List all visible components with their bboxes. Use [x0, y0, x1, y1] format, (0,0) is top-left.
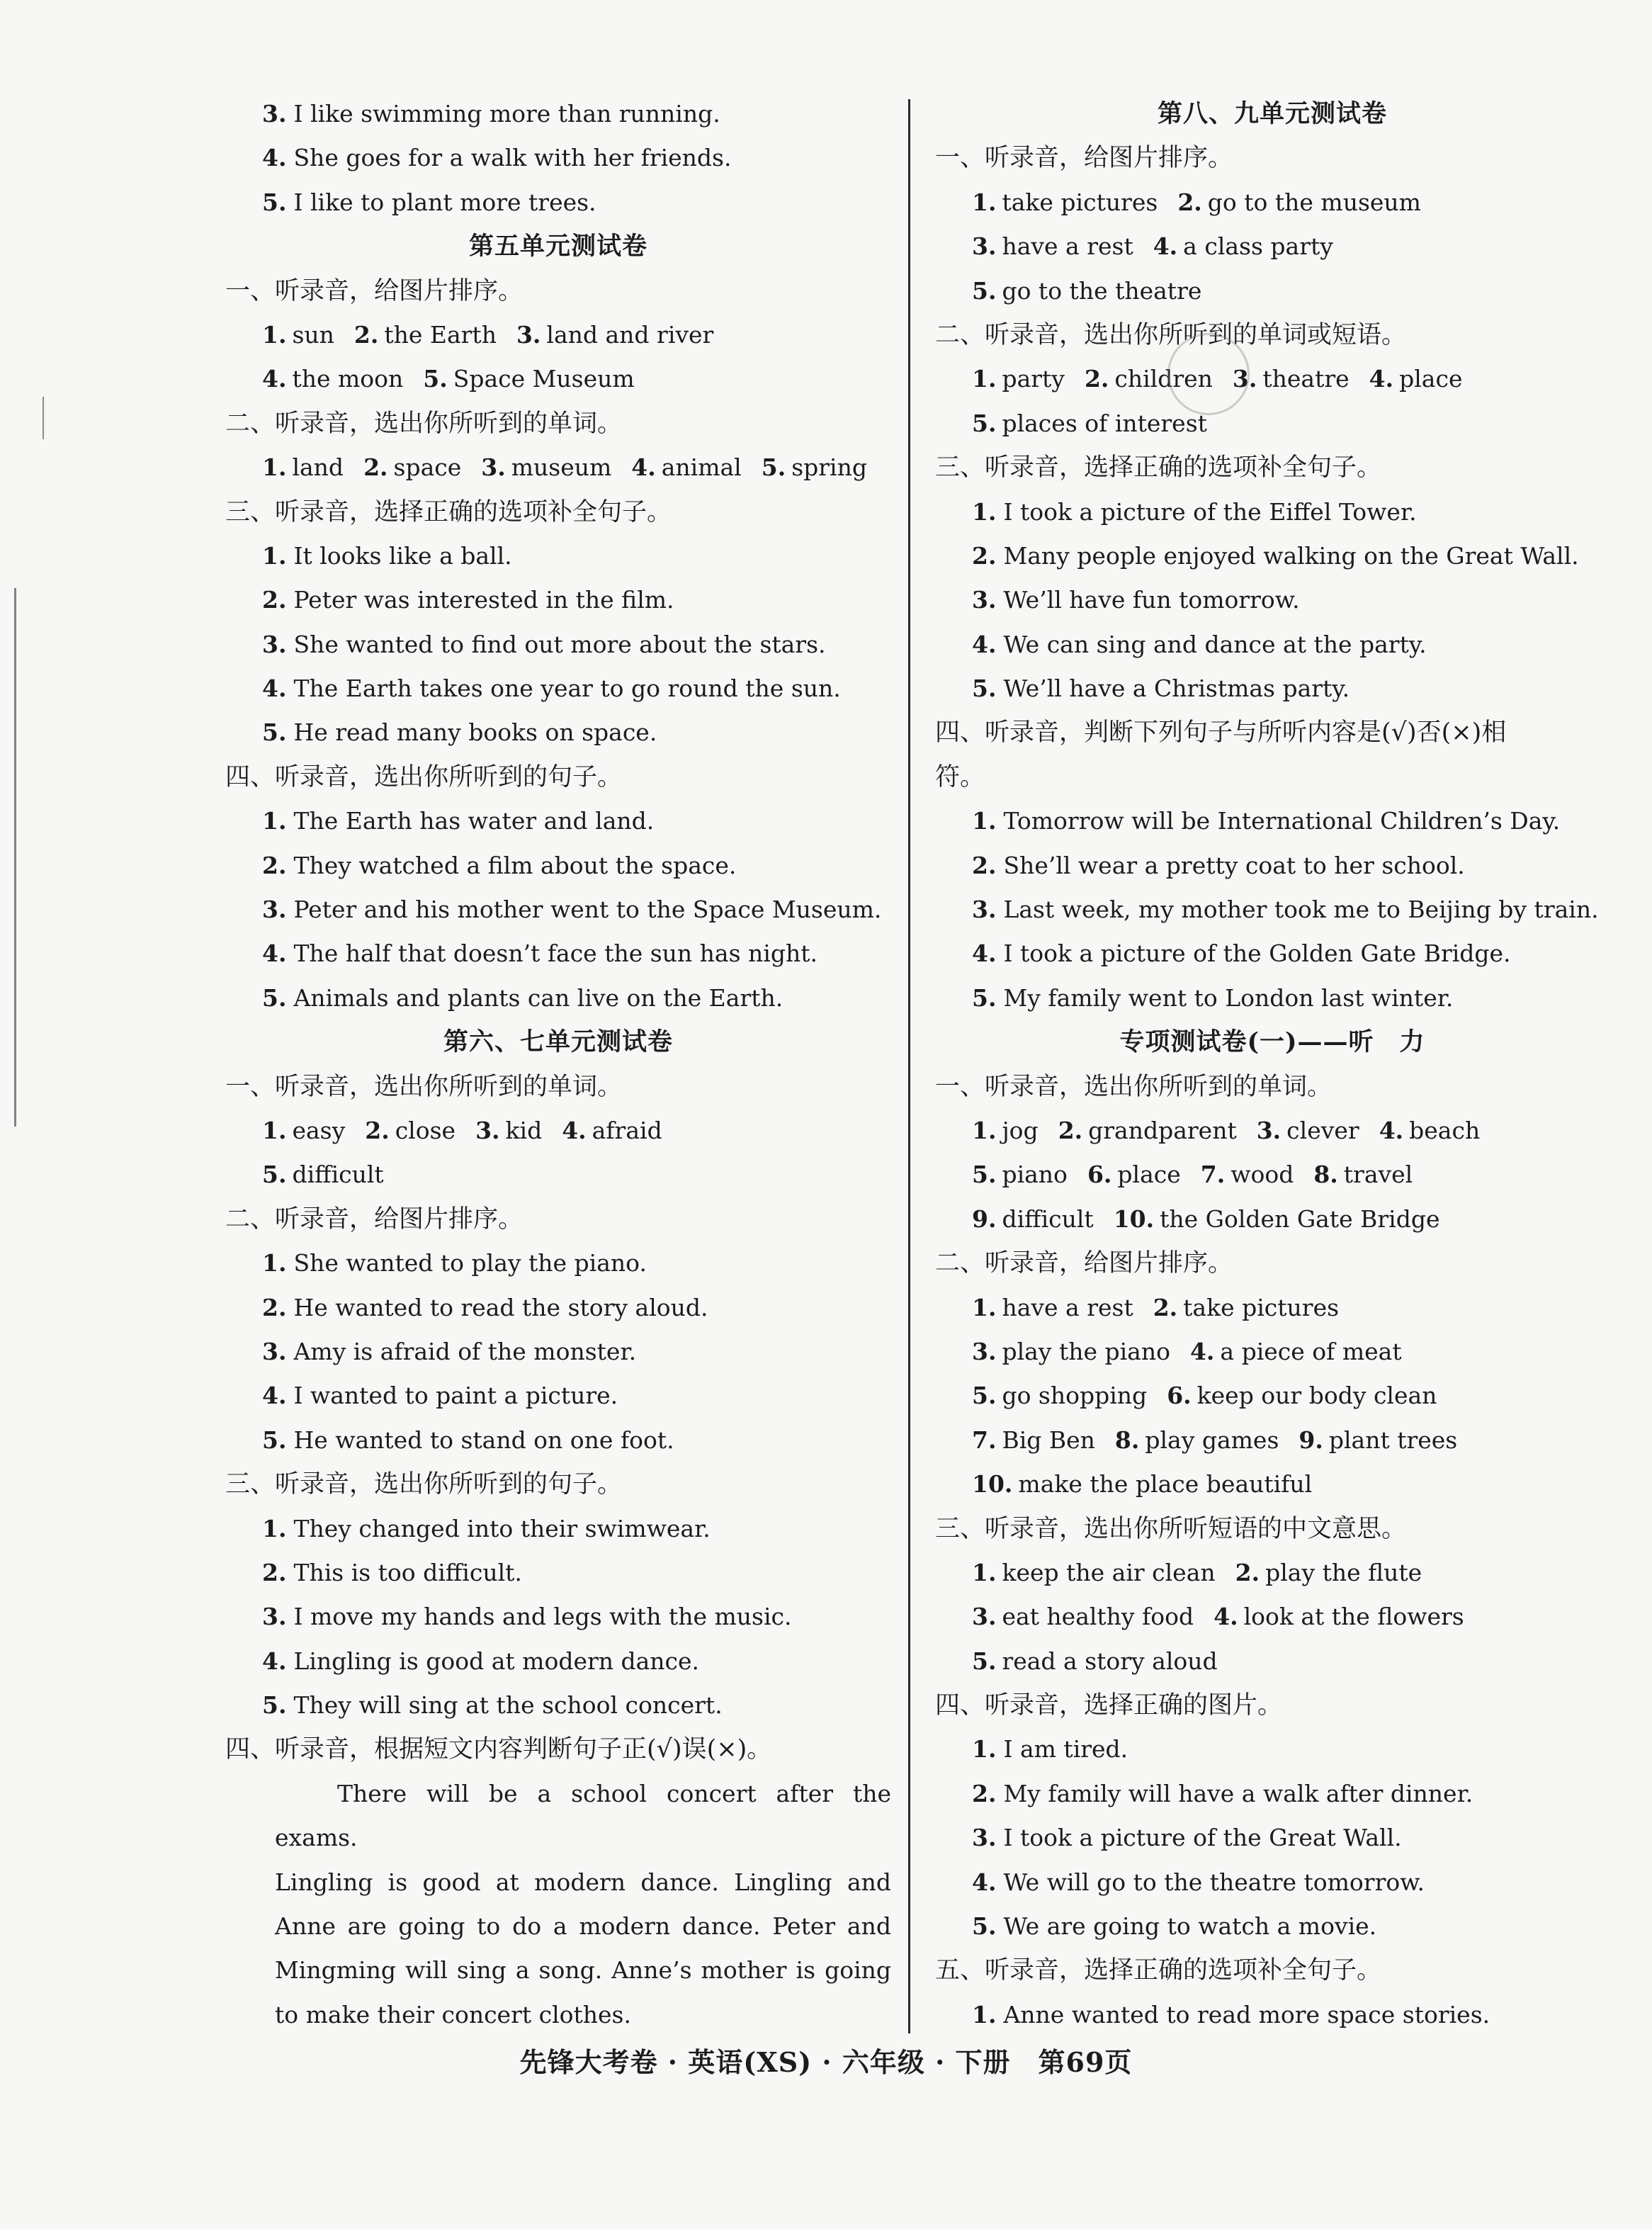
- item-number: 1.: [262, 541, 287, 570]
- answer-item: [225, 888, 891, 932]
- item-text: the Earth: [384, 320, 497, 349]
- item-text: Big Ben: [1002, 1426, 1095, 1454]
- answer-item: [225, 1418, 891, 1462]
- answer-item: [935, 1816, 1609, 1860]
- item-number: 4.: [262, 675, 287, 703]
- item-text: go to the theatre: [1002, 276, 1202, 305]
- item-text: kid: [505, 1116, 543, 1144]
- item-number: 1.: [972, 1293, 997, 1321]
- item-text: We can sing and dance at the party.: [1003, 630, 1427, 658]
- item-number: 2.: [365, 1116, 390, 1144]
- answer-item: [935, 490, 1609, 534]
- item-number: 9.: [972, 1204, 997, 1233]
- item-number: 4.: [1189, 1337, 1215, 1365]
- item-text: I move my hands and legs with the music.: [293, 1603, 792, 1631]
- item-text: He read many books on space.: [293, 718, 657, 747]
- item-text: go shopping: [1002, 1382, 1148, 1410]
- item-number: 3.: [262, 1603, 287, 1631]
- item-number: 3.: [262, 896, 287, 924]
- item-number: 3.: [262, 630, 287, 658]
- answer-item: [225, 1286, 891, 1330]
- item-text: the Golden Gate Bridge: [1160, 1204, 1440, 1233]
- section-heading: 三、听录音，选出你所听到的句子。: [225, 1470, 623, 1499]
- answer-item: [225, 1374, 891, 1418]
- item-text: The half that doesn’t face the sun has night.: [293, 939, 817, 968]
- answer-item: [935, 888, 1609, 932]
- section-heading: 一、听录音，选出你所听到的单词。: [225, 1072, 623, 1101]
- item-text: have a rest: [1002, 232, 1133, 261]
- answer-row: [935, 1595, 1609, 1639]
- item-text: museum: [511, 453, 612, 482]
- item-number: 7.: [1200, 1161, 1226, 1189]
- item-text: He wanted to read the story aloud.: [293, 1293, 708, 1321]
- answer-item: [225, 181, 891, 225]
- item-number: 4.: [1369, 365, 1394, 393]
- item-number: 4.: [972, 1868, 997, 1896]
- item-number: 10.: [1113, 1204, 1155, 1233]
- item-text: He wanted to stand on one foot.: [293, 1426, 674, 1454]
- item-number: 1.: [262, 807, 287, 835]
- answer-row: [935, 357, 1609, 401]
- item-text: My family will have a walk after dinner.: [1003, 1779, 1473, 1807]
- item-text: The Earth has water and land.: [293, 807, 655, 835]
- item-text: She wanted to find out more about the stars.: [293, 630, 826, 658]
- section-heading: 一、听录音，给图片排序。: [225, 276, 524, 305]
- section-heading: 三、听录音，选择正确的选项补全句子。: [225, 497, 672, 526]
- item-number: 4.: [972, 630, 997, 658]
- item-number: 3.: [972, 1337, 997, 1365]
- item-number: 1.: [262, 1116, 287, 1144]
- item-text: place: [1399, 365, 1463, 393]
- item-number: 1.: [972, 1116, 997, 1144]
- item-text: She wanted to play the piano.: [293, 1249, 647, 1277]
- answer-row: [935, 1418, 1609, 1462]
- item-text: I wanted to paint a picture.: [293, 1382, 618, 1410]
- item-text: Anne wanted to read more space stories.: [1003, 2000, 1490, 2028]
- item-text: sun: [292, 320, 334, 349]
- answer-item: [225, 1507, 891, 1551]
- item-number: 3.: [481, 453, 506, 482]
- item-number: 1.: [262, 453, 287, 482]
- item-number: 1.: [972, 1558, 997, 1586]
- answer-item: [935, 976, 1609, 1020]
- section-heading: 四、听录音，选出你所听到的句子。: [225, 762, 623, 791]
- item-number: 1.: [262, 320, 287, 349]
- item-number: 1.: [972, 365, 997, 393]
- answer-item: [935, 799, 1609, 843]
- item-number: 4.: [262, 1647, 287, 1675]
- item-text: We will go to the theatre tomorrow.: [1003, 1868, 1425, 1896]
- item-text: afraid: [592, 1116, 662, 1144]
- item-number: 4.: [562, 1116, 587, 1144]
- section-heading: 三、听录音，选择正确的选项补全句子。: [935, 453, 1382, 483]
- item-number: 3.: [1256, 1116, 1282, 1144]
- item-number: 4.: [262, 939, 287, 968]
- answer-row: [935, 402, 1609, 446]
- unit-title: 第五单元测试卷: [468, 232, 647, 261]
- item-number: 9.: [1299, 1426, 1323, 1454]
- item-text: play the flute: [1265, 1558, 1422, 1586]
- item-number: 2.: [1084, 365, 1109, 393]
- answer-row: [935, 181, 1609, 225]
- item-number: 8.: [1313, 1161, 1338, 1189]
- answer-item: [225, 976, 891, 1020]
- answer-row: [225, 1153, 891, 1197]
- item-text: plant trees: [1328, 1426, 1458, 1454]
- item-number: 2.: [1058, 1116, 1083, 1144]
- answer-item: [225, 1241, 891, 1285]
- section-heading: 四、听录音，选择正确的图片。: [935, 1691, 1283, 1720]
- item-text: look at the flowers: [1243, 1603, 1464, 1631]
- item-text: Last week, my mother took me to Beijing by train.: [1003, 896, 1599, 924]
- item-number: 5.: [262, 718, 287, 747]
- item-text: She goes for a walk with her friends.: [293, 144, 732, 172]
- unit-title: 第八、九单元测试卷: [1157, 99, 1387, 128]
- item-text: keep our body clean: [1196, 1382, 1437, 1410]
- item-text: I like swimming more than running.: [293, 100, 720, 128]
- item-text: It looks like a ball.: [293, 541, 512, 570]
- item-number: 7.: [972, 1426, 997, 1454]
- item-number: 4.: [972, 939, 997, 968]
- item-number: 4.: [262, 144, 287, 172]
- section-heading: 一、听录音，给图片排序。: [935, 144, 1233, 173]
- answer-item: [225, 844, 891, 888]
- item-text: take pictures: [1183, 1293, 1340, 1321]
- item-number: 3.: [262, 1337, 287, 1365]
- answer-row: [935, 1153, 1609, 1197]
- item-number: 2.: [353, 320, 379, 349]
- item-text: party: [1002, 365, 1065, 393]
- item-number: 3.: [972, 1824, 997, 1852]
- item-text: easy: [292, 1116, 346, 1144]
- answer-item: [225, 1683, 891, 1727]
- item-number: 2.: [363, 453, 388, 482]
- item-number: 3.: [972, 1603, 997, 1631]
- answer-row: [935, 1462, 1609, 1506]
- item-number: 3.: [516, 320, 541, 349]
- item-number: 5.: [972, 983, 997, 1012]
- item-number: 2.: [972, 541, 997, 570]
- item-number: 5.: [972, 276, 997, 305]
- item-text: They will sing at the school concert.: [293, 1691, 723, 1720]
- item-text: We’ll have a Christmas party.: [1003, 675, 1350, 703]
- item-number: 2.: [1177, 188, 1202, 216]
- item-text: go to the museum: [1207, 188, 1421, 216]
- section-heading: 二、听录音，给图片排序。: [225, 1204, 524, 1234]
- answer-item: [935, 1904, 1609, 1948]
- answer-row: [935, 1330, 1609, 1374]
- section-heading: 二、听录音，选出你所听到的单词。: [225, 409, 623, 438]
- answer-item: [225, 1551, 891, 1595]
- item-text: We are going to watch a movie.: [1003, 1912, 1377, 1941]
- item-number: 10.: [972, 1470, 1013, 1499]
- item-number: 5.: [972, 1647, 997, 1675]
- item-text: have a rest: [1002, 1293, 1133, 1321]
- item-text: the moon: [292, 365, 404, 393]
- item-text: I took a picture of the Golden Gate Bridge.: [1003, 939, 1511, 968]
- answer-item: [225, 1640, 891, 1683]
- left-column: [225, 92, 891, 2037]
- item-number: 6.: [1167, 1382, 1192, 1410]
- answer-item: [225, 136, 891, 180]
- section-heading: 四、听录音，根据短文内容判断句子正(√)误(×)。: [225, 1735, 772, 1764]
- item-text: difficult: [1002, 1204, 1094, 1233]
- item-number: 2.: [262, 1558, 287, 1586]
- item-text: Amy is afraid of the monster.: [293, 1337, 637, 1365]
- answer-item: [935, 623, 1609, 667]
- item-number: 2.: [972, 1779, 997, 1807]
- item-text: grandparent: [1088, 1116, 1237, 1144]
- item-number: 3.: [475, 1116, 500, 1144]
- item-number: 1.: [972, 807, 997, 835]
- item-text: She’ll wear a pretty coat to her school.: [1003, 851, 1465, 879]
- item-text: beach: [1409, 1116, 1481, 1144]
- item-number: 3.: [262, 100, 287, 128]
- item-number: 6.: [1087, 1161, 1112, 1189]
- item-number: 2.: [262, 851, 287, 879]
- section-heading: 二、听录音，选出你所听到的单词或短语。: [935, 320, 1407, 349]
- item-text: children: [1114, 365, 1213, 393]
- answer-row: [935, 1109, 1609, 1153]
- item-number: 5.: [972, 675, 997, 703]
- item-text: The Earth takes one year to go round the sun.: [293, 675, 841, 703]
- answer-item: [225, 623, 891, 667]
- item-number: 3.: [972, 232, 997, 261]
- item-text: I am tired.: [1003, 1735, 1128, 1764]
- answer-row: [225, 313, 891, 357]
- item-text: Animals and plants can live on the Earth.: [293, 983, 783, 1012]
- item-number: 1.: [972, 1735, 997, 1764]
- right-column: [935, 92, 1609, 2037]
- item-text: Peter was interested in the film.: [293, 586, 674, 614]
- item-number: 2.: [262, 586, 287, 614]
- item-number: 2.: [972, 851, 997, 879]
- item-text: piano: [1002, 1161, 1068, 1189]
- item-text: I took a picture of the Great Wall.: [1003, 1824, 1402, 1852]
- item-text: I like to plant more trees.: [293, 188, 596, 216]
- item-number: 5.: [262, 983, 287, 1012]
- answer-item: [935, 844, 1609, 888]
- answer-row: [225, 1109, 891, 1153]
- answer-row: [225, 357, 891, 401]
- answer-item: [225, 932, 891, 976]
- item-text: place: [1117, 1161, 1181, 1189]
- item-text: I took a picture of the Eiffel Tower.: [1003, 497, 1417, 526]
- answer-row: [935, 269, 1609, 313]
- scan-edge-mark: [43, 397, 44, 439]
- item-text: land and river: [546, 320, 714, 349]
- item-text: We’ll have fun tomorrow.: [1003, 586, 1300, 614]
- item-text: play games: [1145, 1426, 1279, 1454]
- item-number: 1.: [262, 1249, 287, 1277]
- item-number: 5.: [262, 1691, 287, 1720]
- item-text: This is too difficult.: [293, 1558, 522, 1586]
- answer-item: [225, 711, 891, 755]
- item-text: Tomorrow will be International Children’s Day.: [1003, 807, 1561, 835]
- answer-item: [225, 578, 891, 622]
- item-number: 4.: [262, 365, 287, 393]
- item-number: 2.: [262, 1293, 287, 1321]
- answer-item: [935, 1772, 1609, 1816]
- item-number: 1.: [972, 188, 997, 216]
- item-number: 4.: [1153, 232, 1178, 261]
- item-text: spring: [791, 453, 867, 482]
- item-number: 5.: [761, 453, 786, 482]
- answer-item: [935, 578, 1609, 622]
- item-number: 3.: [972, 586, 997, 614]
- unit-title: 专项测试卷(一)——听 力: [1119, 1027, 1425, 1057]
- unit-title: 第六、七单元测试卷: [443, 1027, 673, 1057]
- item-number: 3.: [972, 896, 997, 924]
- item-text: space: [393, 453, 462, 482]
- item-number: 5.: [262, 1426, 287, 1454]
- item-text: keep the air clean: [1002, 1558, 1216, 1586]
- item-number: 5.: [262, 188, 287, 216]
- item-text: close: [395, 1116, 456, 1144]
- item-number: 2.: [1153, 1293, 1178, 1321]
- answer-item: [225, 1330, 891, 1374]
- item-text: difficult: [292, 1161, 384, 1189]
- section-heading: 五、听录音，选择正确的选项补全句子。: [935, 1956, 1382, 1985]
- item-text: My family went to London last winter.: [1003, 983, 1454, 1012]
- item-text: They watched a film about the space.: [293, 851, 737, 879]
- item-text: make the place beautiful: [1018, 1470, 1313, 1499]
- item-number: 5.: [262, 1161, 287, 1189]
- answer-item: [935, 932, 1609, 976]
- item-text: play the piano: [1002, 1337, 1170, 1365]
- item-text: theatre: [1262, 365, 1350, 393]
- passage-first-line: There will be a school concert after the exams.: [275, 1779, 891, 1852]
- item-text: a class party: [1183, 232, 1333, 261]
- answer-item: [935, 667, 1609, 711]
- item-number: 2.: [1235, 1558, 1260, 1586]
- item-number: 1.: [972, 497, 997, 526]
- answer-item: [935, 1861, 1609, 1904]
- item-number: 4.: [631, 453, 656, 482]
- answer-row: [935, 1551, 1609, 1595]
- answer-item: [225, 1595, 891, 1639]
- page-footer: 先锋大考卷 · 英语(XS) · 六年级 · 下册 第69页: [519, 2046, 1133, 2078]
- item-text: clever: [1286, 1116, 1359, 1144]
- item-number: 5.: [423, 365, 448, 393]
- item-number: 1.: [972, 2000, 997, 2028]
- item-text: Lingling is good at modern dance.: [293, 1647, 700, 1675]
- answer-item: [225, 92, 891, 136]
- item-number: 3.: [1232, 365, 1257, 393]
- answer-item: [935, 1993, 1609, 2037]
- item-text: animal: [661, 453, 742, 482]
- item-number: 5.: [972, 409, 997, 437]
- item-text: travel: [1343, 1161, 1413, 1189]
- column-divider: [908, 99, 910, 2033]
- section-heading: 二、听录音，给图片排序。: [935, 1249, 1233, 1278]
- item-number: 5.: [972, 1912, 997, 1941]
- item-number: 1.: [262, 1514, 287, 1542]
- item-text: take pictures: [1002, 188, 1158, 216]
- scan-edge-mark: [14, 588, 16, 1127]
- section-heading: 四、听录音，判断下列句子与所听内容是(√)否(×)相: [935, 718, 1507, 747]
- passage-body: Lingling is good at modern dance. Lingling and Anne are going to do a modern dance. Peter and Mingming will sing a song. Anne’s mother is going to make their concert clothes.: [275, 1868, 891, 2028]
- item-number: 4.: [262, 1382, 287, 1410]
- item-text: eat healthy food: [1002, 1603, 1194, 1631]
- answer-row: [935, 1374, 1609, 1418]
- item-number: 8.: [1114, 1426, 1140, 1454]
- answer-item: [225, 667, 891, 711]
- item-number: 5.: [972, 1161, 997, 1189]
- section-heading: 符。: [935, 762, 985, 791]
- item-text: wood: [1230, 1161, 1294, 1189]
- item-text: a piece of meat: [1220, 1337, 1402, 1365]
- answer-row: [935, 1640, 1609, 1683]
- item-number: 4.: [1213, 1603, 1238, 1631]
- answer-row: [935, 225, 1609, 269]
- section-heading: 三、听录音，选出你所听短语的中文意思。: [935, 1514, 1407, 1543]
- item-text: Many people enjoyed walking on the Great Wall.: [1003, 541, 1579, 570]
- section-heading: 一、听录音，选出你所听到的单词。: [935, 1072, 1333, 1101]
- answer-item: [935, 534, 1609, 578]
- item-text: They changed into their swimwear.: [293, 1514, 711, 1542]
- faint-stamp: [1167, 333, 1250, 415]
- item-text: Space Museum: [453, 365, 635, 393]
- item-text: places of interest: [1002, 409, 1207, 437]
- answer-row: [935, 1286, 1609, 1330]
- answer-row: [225, 446, 891, 490]
- item-text: land: [292, 453, 344, 482]
- answer-item: [935, 1727, 1609, 1771]
- answer-item: [225, 534, 891, 578]
- item-text: read a story aloud: [1002, 1647, 1218, 1675]
- answer-item: [225, 799, 891, 843]
- item-text: Peter and his mother went to the Space Museum.: [293, 896, 882, 924]
- item-number: 4.: [1379, 1116, 1404, 1144]
- item-text: jog: [1002, 1116, 1039, 1144]
- answer-row: [935, 1197, 1609, 1241]
- item-number: 5.: [972, 1382, 997, 1410]
